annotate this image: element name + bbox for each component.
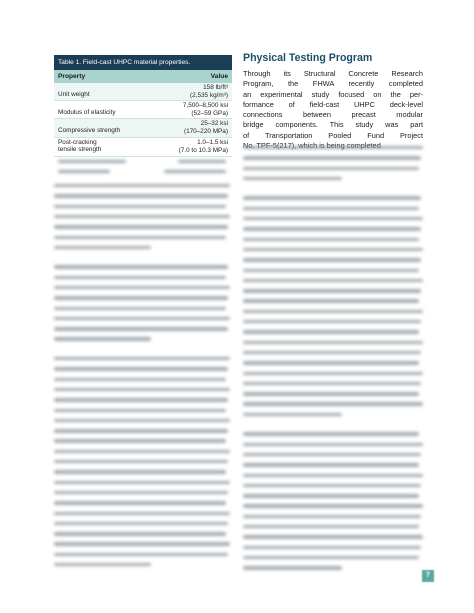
- material-properties-table: [54, 55, 232, 177]
- blurred-line: [243, 402, 423, 405]
- blurred-line: [54, 512, 230, 515]
- blurred-line: [243, 372, 423, 375]
- blurred-line: [54, 378, 226, 381]
- blurred-line: [243, 515, 421, 518]
- blurred-line: [243, 484, 421, 487]
- row-value: [152, 101, 232, 119]
- blurred-line: [54, 357, 230, 360]
- blurred-line: [54, 225, 228, 228]
- blurred-line: [54, 205, 226, 208]
- blurred-line: [54, 450, 230, 453]
- property-line: tensile strength: [58, 146, 102, 154]
- table-row: [54, 119, 232, 137]
- blurred-line: [58, 160, 126, 163]
- blurred-line: [243, 217, 423, 220]
- blurred-line: [243, 341, 423, 344]
- blurred-line: [54, 481, 230, 484]
- blurred-line: [54, 491, 228, 494]
- table-grid: [54, 70, 232, 157]
- row-property: Compressive strength: [58, 126, 121, 134]
- blurred-line: [243, 382, 421, 385]
- value-line: 7,500–8,500 ksi: [182, 102, 228, 110]
- blurred-line: [243, 299, 419, 302]
- blurred-line: [164, 170, 226, 173]
- value-line: (2,535 kg/m³): [189, 91, 228, 99]
- blurred-line: [54, 296, 228, 299]
- blurred-line: [54, 276, 226, 279]
- blurred-line: [243, 167, 419, 170]
- blurred-line: [54, 194, 228, 197]
- value-line: 25–32 ksi: [200, 120, 228, 128]
- blurred-line: [54, 460, 228, 463]
- row-property: Modulus of elasticity: [58, 108, 116, 116]
- blurred-line: [54, 184, 230, 187]
- blurred-line: [54, 388, 230, 391]
- blurred-line: [243, 453, 421, 456]
- blurred-line: [54, 409, 226, 412]
- blurred-line: [54, 429, 228, 432]
- header-property: Property: [58, 73, 86, 80]
- blurred-line: [243, 361, 419, 364]
- row-property: [54, 137, 152, 156]
- value-line: (170–220 MPa): [183, 127, 228, 135]
- blurred-line: [54, 542, 230, 545]
- blurred-line: [243, 566, 342, 569]
- blurred-line: [243, 351, 421, 354]
- blurred-table-rows: [54, 157, 232, 177]
- property-line: Post-cracking: [58, 138, 97, 146]
- blurred-line: [54, 367, 228, 370]
- blurred-line: [54, 522, 228, 525]
- blurred-line: [243, 156, 421, 159]
- value-line: 1.0–1.5 ksi: [197, 139, 228, 147]
- blurred-line: [243, 494, 419, 497]
- blurred-line: [54, 307, 226, 310]
- blurred-line: [54, 337, 151, 340]
- blurred-line: [54, 419, 230, 422]
- paragraph-line: formance of field-cast UHPC deck-level: [243, 99, 423, 109]
- value-line: (52–59 GPa): [191, 109, 228, 117]
- blurred-line: [243, 474, 423, 477]
- blurred-line: [54, 317, 230, 320]
- table-caption: Table 1. Field-cast UHPC material properties.: [54, 55, 232, 70]
- blurred-line: [54, 327, 228, 330]
- paragraph-line: connections between precast modular: [243, 110, 423, 120]
- blurred-line: [243, 463, 419, 466]
- row-value: [152, 119, 232, 137]
- blurred-line: [243, 310, 423, 313]
- page-number: 7: [422, 570, 434, 582]
- header-value: Value: [210, 73, 228, 80]
- blurred-line: [54, 398, 228, 401]
- blurred-line: [243, 392, 419, 395]
- table-row: [54, 83, 232, 101]
- blurred-line: [54, 501, 226, 504]
- blurred-line: [243, 413, 342, 416]
- blurred-line: [243, 177, 342, 180]
- blurred-line: [54, 553, 228, 556]
- paragraph-line: Program, the FHWA recently completed: [243, 79, 423, 89]
- paragraph-line: bridge components. This study was part: [243, 120, 423, 130]
- table-header-row: [54, 70, 232, 83]
- blurred-line: [243, 207, 419, 210]
- blurred-line: [243, 289, 421, 292]
- blurred-line: [54, 439, 226, 442]
- blurred-line: [54, 246, 151, 249]
- blurred-line: [243, 432, 419, 435]
- blurred-line: [243, 546, 421, 549]
- value-line: (7.0 to 10.3 MPa): [178, 146, 228, 154]
- table-row: [54, 137, 232, 156]
- paragraph-line: an experimental study focused on the per-: [243, 89, 423, 99]
- blurred-line: [54, 532, 226, 535]
- section-paragraph: [243, 69, 423, 145]
- blurred-line: [58, 170, 110, 173]
- blurred-line: [243, 196, 421, 199]
- blurred-line: [178, 160, 226, 163]
- table-row: [54, 101, 232, 119]
- blurred-line: [243, 227, 421, 230]
- blurred-line: [243, 535, 423, 538]
- blurred-line: [243, 330, 419, 333]
- blurred-line: [243, 525, 419, 528]
- blurred-right-column: [243, 146, 425, 586]
- blurred-line: [243, 504, 423, 507]
- paragraph-line: of Transportation Pooled Fund Project: [243, 130, 423, 140]
- blurred-line: [54, 470, 226, 473]
- blurred-left-column: [54, 184, 234, 584]
- row-property: Unit weight: [58, 90, 90, 98]
- section-heading: Physical Testing Program: [243, 52, 373, 64]
- row-value: [152, 137, 232, 156]
- blurred-line: [54, 286, 230, 289]
- blurred-line: [243, 443, 423, 446]
- blurred-line: [54, 236, 226, 239]
- blurred-line: [243, 269, 419, 272]
- blurred-line: [243, 258, 421, 261]
- blurred-line: [54, 215, 230, 218]
- blurred-line: [54, 563, 151, 566]
- blurred-line: [243, 320, 421, 323]
- blurred-line: [243, 279, 423, 282]
- blurred-line: [54, 265, 228, 268]
- blurred-line: [243, 248, 423, 251]
- blurred-line: [243, 238, 419, 241]
- blurred-line: [243, 556, 419, 559]
- row-value: [152, 83, 232, 101]
- paragraph-line: Through its Structural Concrete Research: [243, 69, 423, 78]
- blurred-line: [243, 146, 423, 149]
- value-line: 158 lb/ft³: [203, 84, 228, 91]
